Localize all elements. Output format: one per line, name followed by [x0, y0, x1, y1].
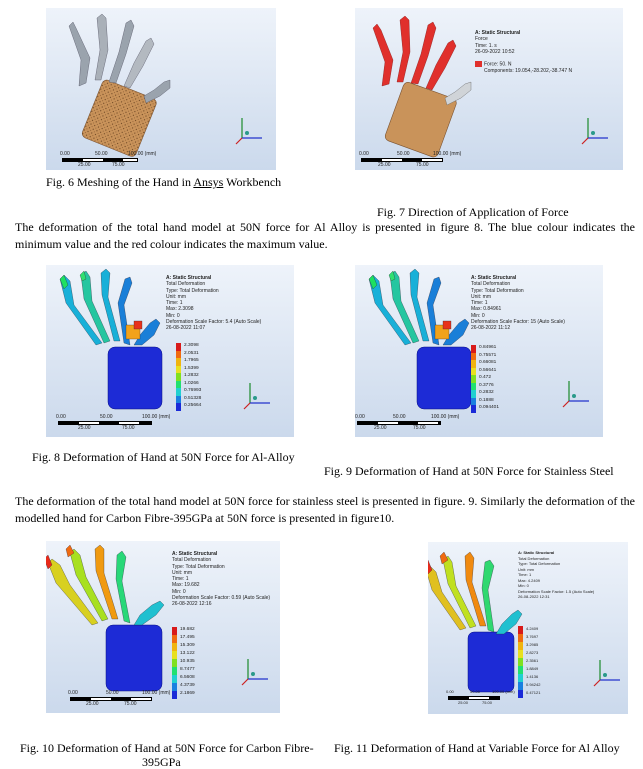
- fig10-caption: Fig. 10 Deformation of Hand at 50N Force for Carbon Fibre- 395GPa: [20, 741, 314, 769]
- fig11-caption: Fig. 11 Deformation of Hand at Variable Force for Al Alloy: [334, 741, 620, 755]
- fig8-image: A: Static Structural Total Deformation Type: Total Deformation Unit: mm Time: 1 Max: 2.3098 Min: 0 Deformation Scale Factor: 5.4 (Auto Scale) 26-08-2022 11:07 2.3098 2.0531 1.7965 1.5399 1.2832 1.0266 0.76993 0.51328 0.25664 0.00 50.00 100.00 (mm) 25.00 75.00: [46, 265, 294, 437]
- axis-triad-icon: [561, 375, 595, 409]
- fig11-image: A: Static Structural Total Deformation Type: Total Deformation Unit: mm Time: 1 Max: 4.2409 Min: 0 Deformation Scale Factor: 1.5 (Auto Scale) 26-08-2022 12:31 4.2409 3.7697 3.2985 2.8273 2.3561 1.8849 1.4136 0.94242 0.47121 0.00 50.00 100.00 (mm) 25.00 75.00: [428, 542, 628, 714]
- fig11-info-block: A: Static Structural Total Deformation Type: Total Deformation Unit: mm Time: 1 Max: 4.2409 Min: 0 Deformation Scale Factor: 1.5 (Auto Scale) 26-08-2022 12:31: [518, 550, 595, 599]
- axis-triad-icon: [242, 377, 276, 411]
- ansys-link: Ansys: [193, 175, 224, 189]
- paragraph-1: The deformation of the total hand model at 50N force for Al Alloy is presented in figure 8. The blue colour indicates the minimum value and the red colour indicates the maximum value.: [15, 220, 635, 251]
- fig8-info-block: A: Static Structural Total Deformation Type: Total Deformation Unit: mm Time: 1 Max: 2.3098 Min: 0 Deformation Scale Factor: 5.4 (Auto Scale) 26-08-2022 11:07: [166, 275, 262, 332]
- axis-triad-icon: [234, 112, 268, 146]
- fig9-image: A: Static Structural Total Deformation Type: Total Deformation Unit: mm Time: 1 Max: 0.84961 Min: 0 Deformation Scale Factor: 15 (Auto Scale) 26-08-2022 11:12 0.84961 0.75571 0.66081 0.56641 0.472 0.3776 0.2832 0.1888 0.094401 0.00 50.00 100.00 (mm) 25.00 75.00: [355, 265, 603, 437]
- axis-triad-icon: [580, 112, 614, 146]
- fig8-caption: Fig. 8 Deformation of Hand at 50N Force for Al-Alloy: [32, 450, 295, 464]
- fig9-caption: Fig. 9 Deformation of Hand at 50N Force for Stainless Steel: [324, 464, 614, 478]
- fig6-image: 0.00 50.00 100.00 (mm) 25.00 75.00: [46, 8, 276, 170]
- fig9-info-block: A: Static Structural Total Deformation Type: Total Deformation Unit: mm Time: 1 Max: 0.84961 Min: 0 Deformation Scale Factor: 15 (Auto Scale) 26-08-2022 11:12: [471, 275, 565, 332]
- force-swatch: [475, 61, 482, 67]
- fig10-image: A: Static Structural Total Deformation Type: Total Deformation Unit: mm Time: 1 Max: 19.682 Min: 0 Deformation Scale Factor: 0.59 (Auto Scale) 26-08-2022 12:16 19.682 17.495 15.309 13.122 10.935 8.7477 6.5608 4.3739 2.1869 0.00 50.00 100.00 (mm) 25.00 75.00: [46, 541, 280, 713]
- axis-triad-icon: [592, 654, 626, 688]
- paragraph-2: The deformation of the total hand model at 50N force for stainless steel is presented in figure. 9. Similarly the deformation of the modelled hand for Carbon Fibre-395GPa at 50N force is presented in figure10.: [15, 494, 635, 525]
- fig7-caption: Fig. 7 Direction of Application of Force: [377, 205, 569, 219]
- fig7-info-block: A: Static Structural Force Time: 1. s 26-09-2022 10:52 Force: 50. N Components: 19.054,-28.202,-38.747 N: [475, 30, 573, 74]
- axis-triad-icon: [240, 653, 274, 687]
- fig6-caption: Fig. 6 Meshing of the Hand in Ansys Workbench: [46, 175, 282, 189]
- fig7-image: A: Static Structural Force Time: 1. s 26-09-2022 10:52 Force: 50. N Components: 19.054,-28.202,-38.747 N 0.00 50.00 100.00 (mm) 25.00 75.00: [355, 8, 623, 170]
- fig10-info-block: A: Static Structural Total Deformation Type: Total Deformation Unit: mm Time: 1 Max: 19.682 Min: 0 Deformation Scale Factor: 0.59 (Auto Scale) 26-08-2022 12:16: [172, 551, 271, 608]
